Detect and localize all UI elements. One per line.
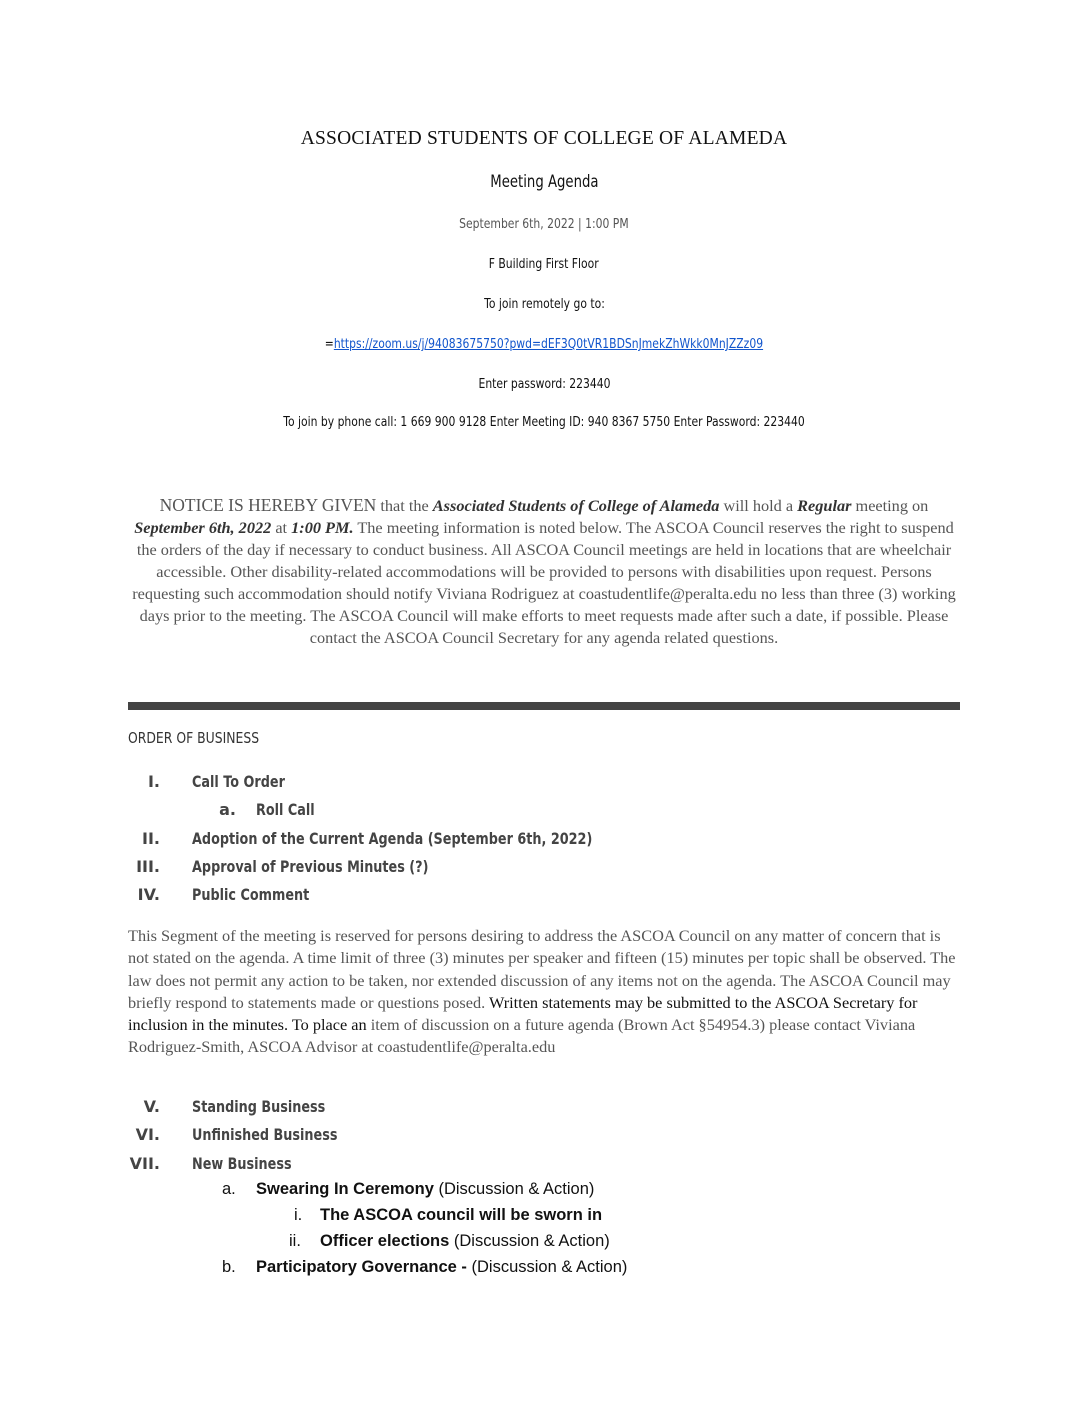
agenda-label: Call To Order xyxy=(192,772,285,791)
agenda-num: IV. xyxy=(137,885,160,904)
document-title: ASSOCIATED STUDENTS OF COLLEGE OF ALAMEDA xyxy=(300,128,788,149)
phone-join-info xyxy=(0,414,1088,430)
join-remote-label xyxy=(0,296,1088,312)
meeting-datetime xyxy=(0,216,1088,232)
public-comment-description xyxy=(128,925,958,1059)
sub-label-rest: (Discussion & Action) xyxy=(466,1258,628,1276)
notice-org: Associated Students of College of Alameda xyxy=(432,496,720,515)
meeting-location xyxy=(0,256,1088,272)
sub-num: ii. xyxy=(289,1232,301,1250)
segment-text: item of discussion on a future agenda (Brown Act §54954.3) please contact Viviana Rodriguez-Smith, ASCOA Advisor at coastudentlife@peralta.edu xyxy=(128,1015,916,1057)
notice-text: that the xyxy=(376,496,433,515)
agenda-label: New Business xyxy=(192,1154,292,1173)
sub-num: a. xyxy=(222,1180,236,1198)
sub-label-rest: (Discussion & Action) xyxy=(433,1180,595,1198)
notice-text: will hold a xyxy=(719,496,798,515)
agenda-num: II. xyxy=(142,829,160,848)
password-text: Enter password: 223440 xyxy=(478,376,610,392)
sub-label-bold: Participatory Governance - xyxy=(256,1258,467,1276)
zoom-link[interactable]: https://zoom.us/j/94083675750?pwd=dEF3Q0tVR1BDSnJmekZhWkk0MnJZZz09 xyxy=(333,336,764,352)
phone-text: To join by phone call: 1 669 900 9128 Enter Meeting ID: 940 8367 5750 Enter Password: 223440 xyxy=(283,414,805,430)
notice-date: September 6th, 2022 xyxy=(134,518,272,537)
agenda-num: I. xyxy=(147,772,160,791)
notice-text: meeting on xyxy=(851,496,929,515)
agenda-label: Adoption of the Current Agenda (September 6th, 2022) xyxy=(192,829,593,848)
zoom-prefix: = xyxy=(324,336,334,352)
location-text: F Building First Floor xyxy=(489,256,599,272)
agenda-label: Standing Business xyxy=(192,1097,326,1116)
notice-time: 1:00 PM. xyxy=(291,518,354,537)
agenda-label: Public Comment xyxy=(192,885,310,904)
notice-lead: NOTICE IS HEREBY GIVEN xyxy=(159,495,377,515)
agenda-num: III. xyxy=(136,857,160,876)
sub-label-bold: The ASCOA council will be sworn in xyxy=(320,1206,603,1224)
join-remote-text: To join remotely go to: xyxy=(483,296,605,312)
notice-paragraph xyxy=(126,494,962,649)
notice-text: at xyxy=(271,518,292,537)
section-divider xyxy=(128,702,960,710)
agenda-label: Unfinished Business xyxy=(192,1125,338,1144)
sub-label-bold: Swearing In Ceremony xyxy=(256,1180,434,1198)
notice-type: Regular xyxy=(797,496,852,515)
sub-label-bold: Officer elections xyxy=(320,1232,450,1250)
agenda-num: V. xyxy=(143,1097,160,1116)
meeting-password xyxy=(0,376,1088,392)
agenda-num: VII. xyxy=(129,1154,160,1173)
notice-text: The meeting information is noted below. The ASCOA Council reserves the right to suspend the orders of the day if necessary to conduct business. All ASCOA Council meetings are held in locations that are wheelchair accessible. Other disability-related accommodations will be provided to persons with disabilities upon request. Persons requesting such accommodation should notify Viviana Rodriguez at coastudentlife@peralta.edu no less than three (3) working days prior to the meeting. The ASCOA Council will make efforts to meet requests made after such a date, if possible. Please contact the ASCOA Council Secretary for any agenda related questions. xyxy=(132,518,956,647)
sub-num: b. xyxy=(222,1258,236,1276)
agenda-label: Roll Call xyxy=(256,800,315,819)
datetime-text: September 6th, 2022 | 1:00 PM xyxy=(459,216,629,232)
sub-num: i. xyxy=(294,1206,303,1224)
agenda-num: VI. xyxy=(135,1125,160,1144)
zoom-line xyxy=(0,336,1088,352)
document-subtitle xyxy=(0,172,1088,192)
agenda-label: Approval of Previous Minutes (?) xyxy=(192,857,429,876)
sub-label-rest: (Discussion & Action) xyxy=(449,1232,610,1250)
subtitle-text: Meeting Agenda xyxy=(489,172,599,192)
segment-text: This Segment of the meeting is reserved for persons desiring to address the ASCOA Council on any matter of concern that is not stated on the agenda. A time limit of three (3) minutes per speaker and fifteen (15) minutes per topic shall be observed. The law does not permit any action to be taken, nor extended discussion of any items not on the agenda. The ASCOA Council may briefly respond to statements made or questions posed. xyxy=(128,926,956,1012)
agenda-num: a. xyxy=(219,800,236,819)
order-of-business-heading: ORDER OF BUSINESS xyxy=(128,729,260,747)
segment-text-dark: Written statements may be submitted to the ASCOA Secretary for inclusion in the minutes. To place an xyxy=(128,992,918,1035)
